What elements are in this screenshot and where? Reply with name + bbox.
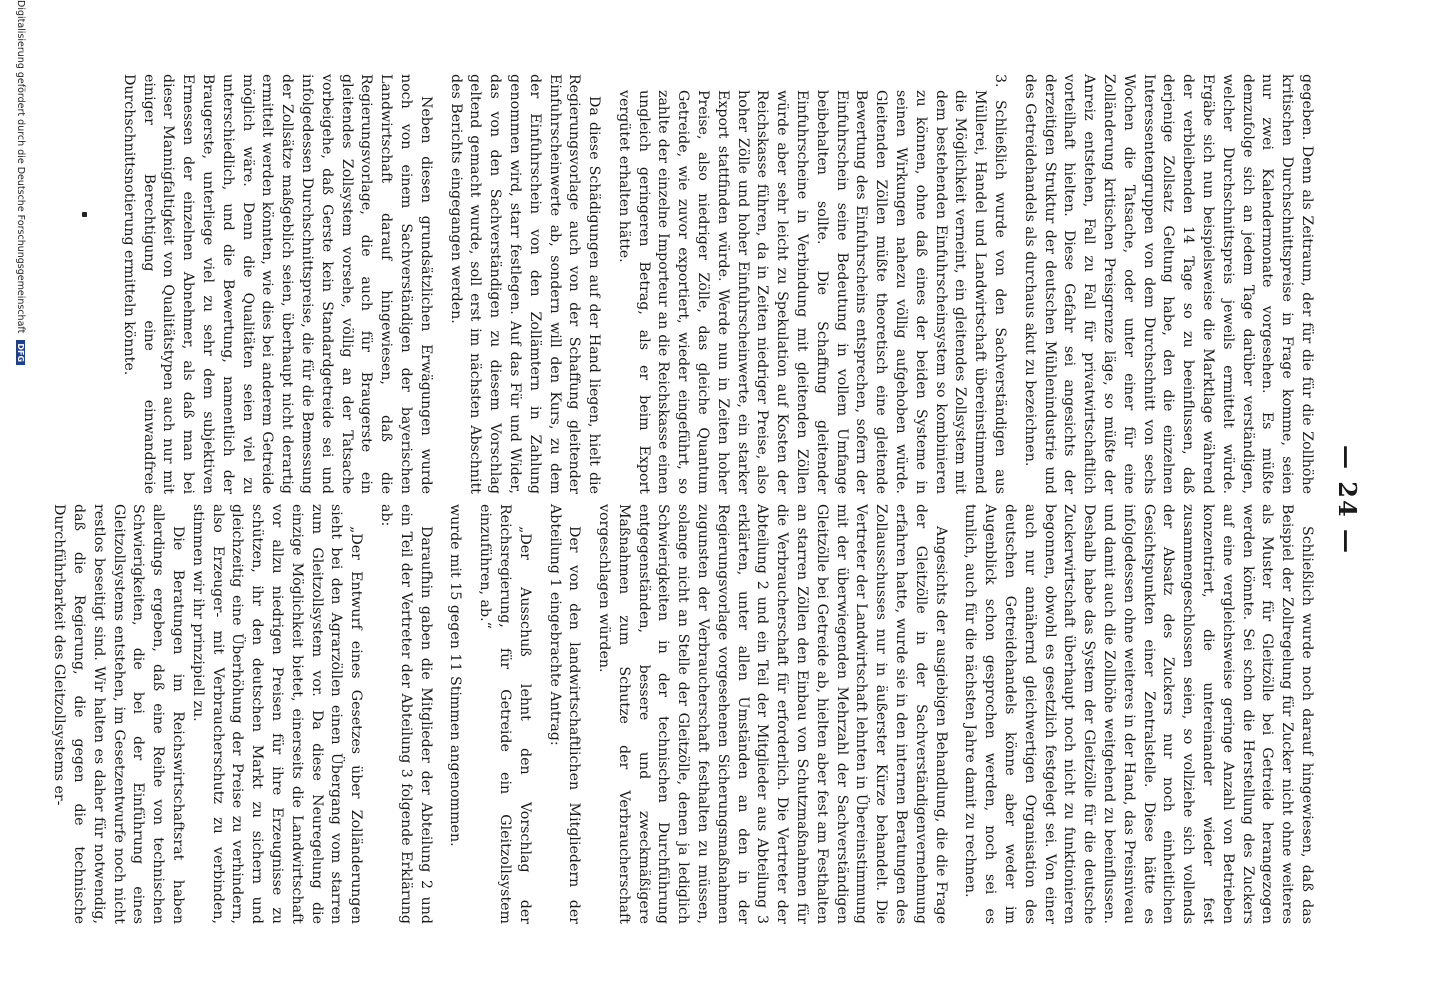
paragraph: Da diese Schädigungen auf der Hand liegen, hielt die Regierungsvorlage auch von der Schaffung gleitender Einfuhrscheinwerte ab, sondern will den Kurs, zu dem der Einfuhrschein von den Zollämtern in Zahlung genommen wird, starr festlegen. Auf das Für und Wider, das von den Sachverständigen zu diesem Vorschlag geltend gemacht wurde, soll erst im nächsten Abschnitt des Berichts eingegangen werden. [447, 74, 603, 494]
quoted-motion: „Der Ausschuß lehnt den Vorschlag der Reichsregierung, für Getreide ein Gleitzollsystem einzuführen, ab.“ [477, 504, 533, 924]
numbered-paragraph-3: 3. Schließlich wurde von den Sachverständigen aus Müllerei, Handel und Landwirtschaft übereinstimmend die Möglichkeit verneint, ein gleitendes Zollsystem mit dem bestehenden Einfuhrscheinsystem so kombinieren zu können, ohne daß eines der beiden Systeme in seinen Wirkungen nahezu völlig aufgehoben würde. Gleitenden Zöllen müßte theoretisch eine gleitende Bewertung des Einfuhrscheins entsprechen, sofern der Einfuhrschein seine Bedeutung in vollem Umfange beibehalten sollte. Die Schaffung gleitender Einfuhrscheine in Verbindung mit gleitenden Zöllen würde aber sehr leicht zu Spekulation auf Kosten der Reichskasse führen, da in Zeiten niedriger Preise, also hoher Zölle und hoher Einfuhrscheinwerte, ein starker Export stattfinden würde. Werde nun in Zeiten hoher Preise, also niedriger Zölle, das gleiche Quantum Getreide, wie zuvor exportiert, wieder eingeführt, so zahlte der einzelne Importeur an die Reichskasse einen ungleich geringeren Betrag, als er beim Export vergütet erhalten hätte. [615, 74, 1009, 494]
page-number: — 24 — [1333, 444, 1362, 556]
footer-text: Digitalisierung gefördert durch die Deutsche Forschungsgemeinschaft [15, 0, 26, 334]
paragraph: Neben diesen grundsätzlichen Erwägungen wurde noch von einem Sachverständigen der bayerischen Landwirtschaft darauf hingewiesen, daß die Regierungsvorlage, die auch für Braugerste ein gleitendes Zollsystem vorsehe, völlig an der Tatsache vorbeigehe, daß Gerste kein Standardgetreide sei und infolgedessen Durchschnittspreise, die für die Bemessung der Zollsätze maßgeblich seien, überhaupt nicht derartig ermittelt werden könnten, wie dies bei anderem Getreide möglich wäre. Denn die Qualitäten seien viel zu unterschiedlich, und die Bewertung, namentlich der Braugerste, unterliege viel zu sehr dem subjektiven Ermessen der einzelnen Abnehmer, als daß man bei dieser Mannigfaltigkeit von Qualitätstypen auch nur mit einiger Berechtigung eine einwandfreie Durchschnittsnotierung ermitteln könnte. [120, 74, 434, 494]
quoted-declaration: „Der Entwurf eines Gesetzes über Zolländerungen sieht bei den Agrarzöllen einen Übergang vom starren zum Gleitzollsystem vor. Da diese Neuregelung die einzige Möglichkeit bietet, einerseits die Landwirtschaft vor allzu niedrigen Preisen für ihre Erzeugnisse zu schützen, ihr den deutschen Markt zu sichern und gleichzeitig eine Überhöhung der Preise zu verhindern, also Erzeuger- mit Verbraucherschutz zu verbinden, stimmen wir ihr prinzipiell zu. [189, 504, 365, 924]
paragraph: Daraufhin gaben die Mitglieder der Abteilung 2 und ein Teil der Vertreter der Abteilung 3 folgende Erklärung ab: [377, 504, 434, 924]
left-column [118, 74, 1316, 494]
paragraph: gegeben. Denn als Zeitraum, der für die für die Zollhöhe kritischen Durchschnittspreise in Frage komme, seien nur zwei Kalendermonate vorgesehen. Es müßte demzufolge sich an jedem Tage darüber verständigen, welcher Durchschnittspreis jeweils ermittelt würde. Ergäbe sich nun beispielsweise die Marktlage während der verbleibenden 14 Tage so zu beeinflussen, daß derjenige Zollsatz Geltung habe, den die einzelnen Interessentengruppen von dem Durchschnitt von sechs Wochen die Tatsache, oder unter einer für eine Zolländerung kritischen Preisgrenze läge, so müßte der Anreiz entstehen, Fall zu Fall für privatwirtschaftlich vorteilhaft hielten. Diese Gefahr sei angesichts der derzeitigen Struktur der deutschen Mühlenindustrie und des Getreidehandels als durchaus akut zu bezeichnen. [1021, 74, 1315, 494]
quoted-declaration-continued: Die Beratungen im Reichswirtschaftsrat haben allerdings ergeben, daß eine Reihe von technischen Schwierigkeiten, die bei der Einführung eines Gleitzollsystems entstehen, im Gesetzentwurfe noch nicht restlos beseitigt sind. Wir halten es daher für notwendig, daß die Regierung, die gegen die technische Durchführbarkeit des Gleitzollsystems er- [51, 504, 186, 924]
paragraph: Schließlich wurde noch darauf hingewiesen, daß das Beispiel der Zollregelung für Zucker nicht ohne weiteres als Muster für Gleitzölle bei Getreide herangezogen werden könnte. Sei schon die Herstellung des Zuckers auf eine vergleichsweise geringe Anzahl von Betrieben konzentriert, die untereinander wieder fest zusammengeschlossen seien, so vollziehe sich vollends der Absatz des Zuckers nur noch einheitlichen Gesichtspunkten einer Zentralstelle. Diese hätte es infolgedessen ohne weiteres in der Hand, das Preisniveau und damit auch die Zollhöhe weitgehend zu beeinflussen. Deshalb habe das System der Gleitzölle für die deutsche Zuckerwirtschaft überhaupt noch nicht zu funktionieren begonnen, obwohl es gesetzlich festgelegt sei. Von einer auch nur annähernd gleichwertigen Organisation des deutschen Getreidehandels könne aber weder im Augenblick schon gesprochen werden, noch sei es tunlich, auch für die nächsten Jahre damit zu rechnen. [962, 504, 1315, 924]
paragraph: Der von den landwirtschaftlichen Mitgliedern der Abteilung 1 eingebrachte Antrag: [546, 504, 583, 924]
paragraph: wurde mit 15 gegen 11 Stimmen angenommen. [447, 504, 464, 847]
scan-speck [82, 212, 87, 217]
right-column [48, 504, 1316, 924]
dfg-logo-icon: DFG [16, 340, 25, 365]
digitization-footer [15, 0, 26, 1000]
paragraph: Angesichts der ausgiebigen Behandlung, die die Frage der Gleitzölle in der Sachverständigenvernehmung erfahren hatte, wurde sie in den internen Beratungen des Zollausschusses nur in äußerster Kürze behandelt. Die Vertreter der Landwirtschaft lehnten in Übereinstimmung mit der überwiegenden Mehrzahl der Sachverständigen Gleitzölle bei Getreide ab, hielten aber fest am Festhalten an starren Zöllen den Einbau von Schutzmaßnahmen für die Verbraucherschaft für erforderlich. Die Vertreter der Abteilung 2 und ein Teil der Mitglieder aus Abteilung 3 erklärten, unter allen Umständen an den in der Regierungsvorlage vorgesehenen Sicherungsmaßnahmen zugunsten der Verbraucherschaft festhalten zu müssen, solange nicht an Stelle der Gleitzölle, denen ja lediglich Schwierigkeiten in der technischen Durchführung entgegenständen, bessere und zweckmäßigere Maßnahmen zum Schutze der Verbraucherschaft vorgeschlagen würden. [596, 504, 949, 924]
